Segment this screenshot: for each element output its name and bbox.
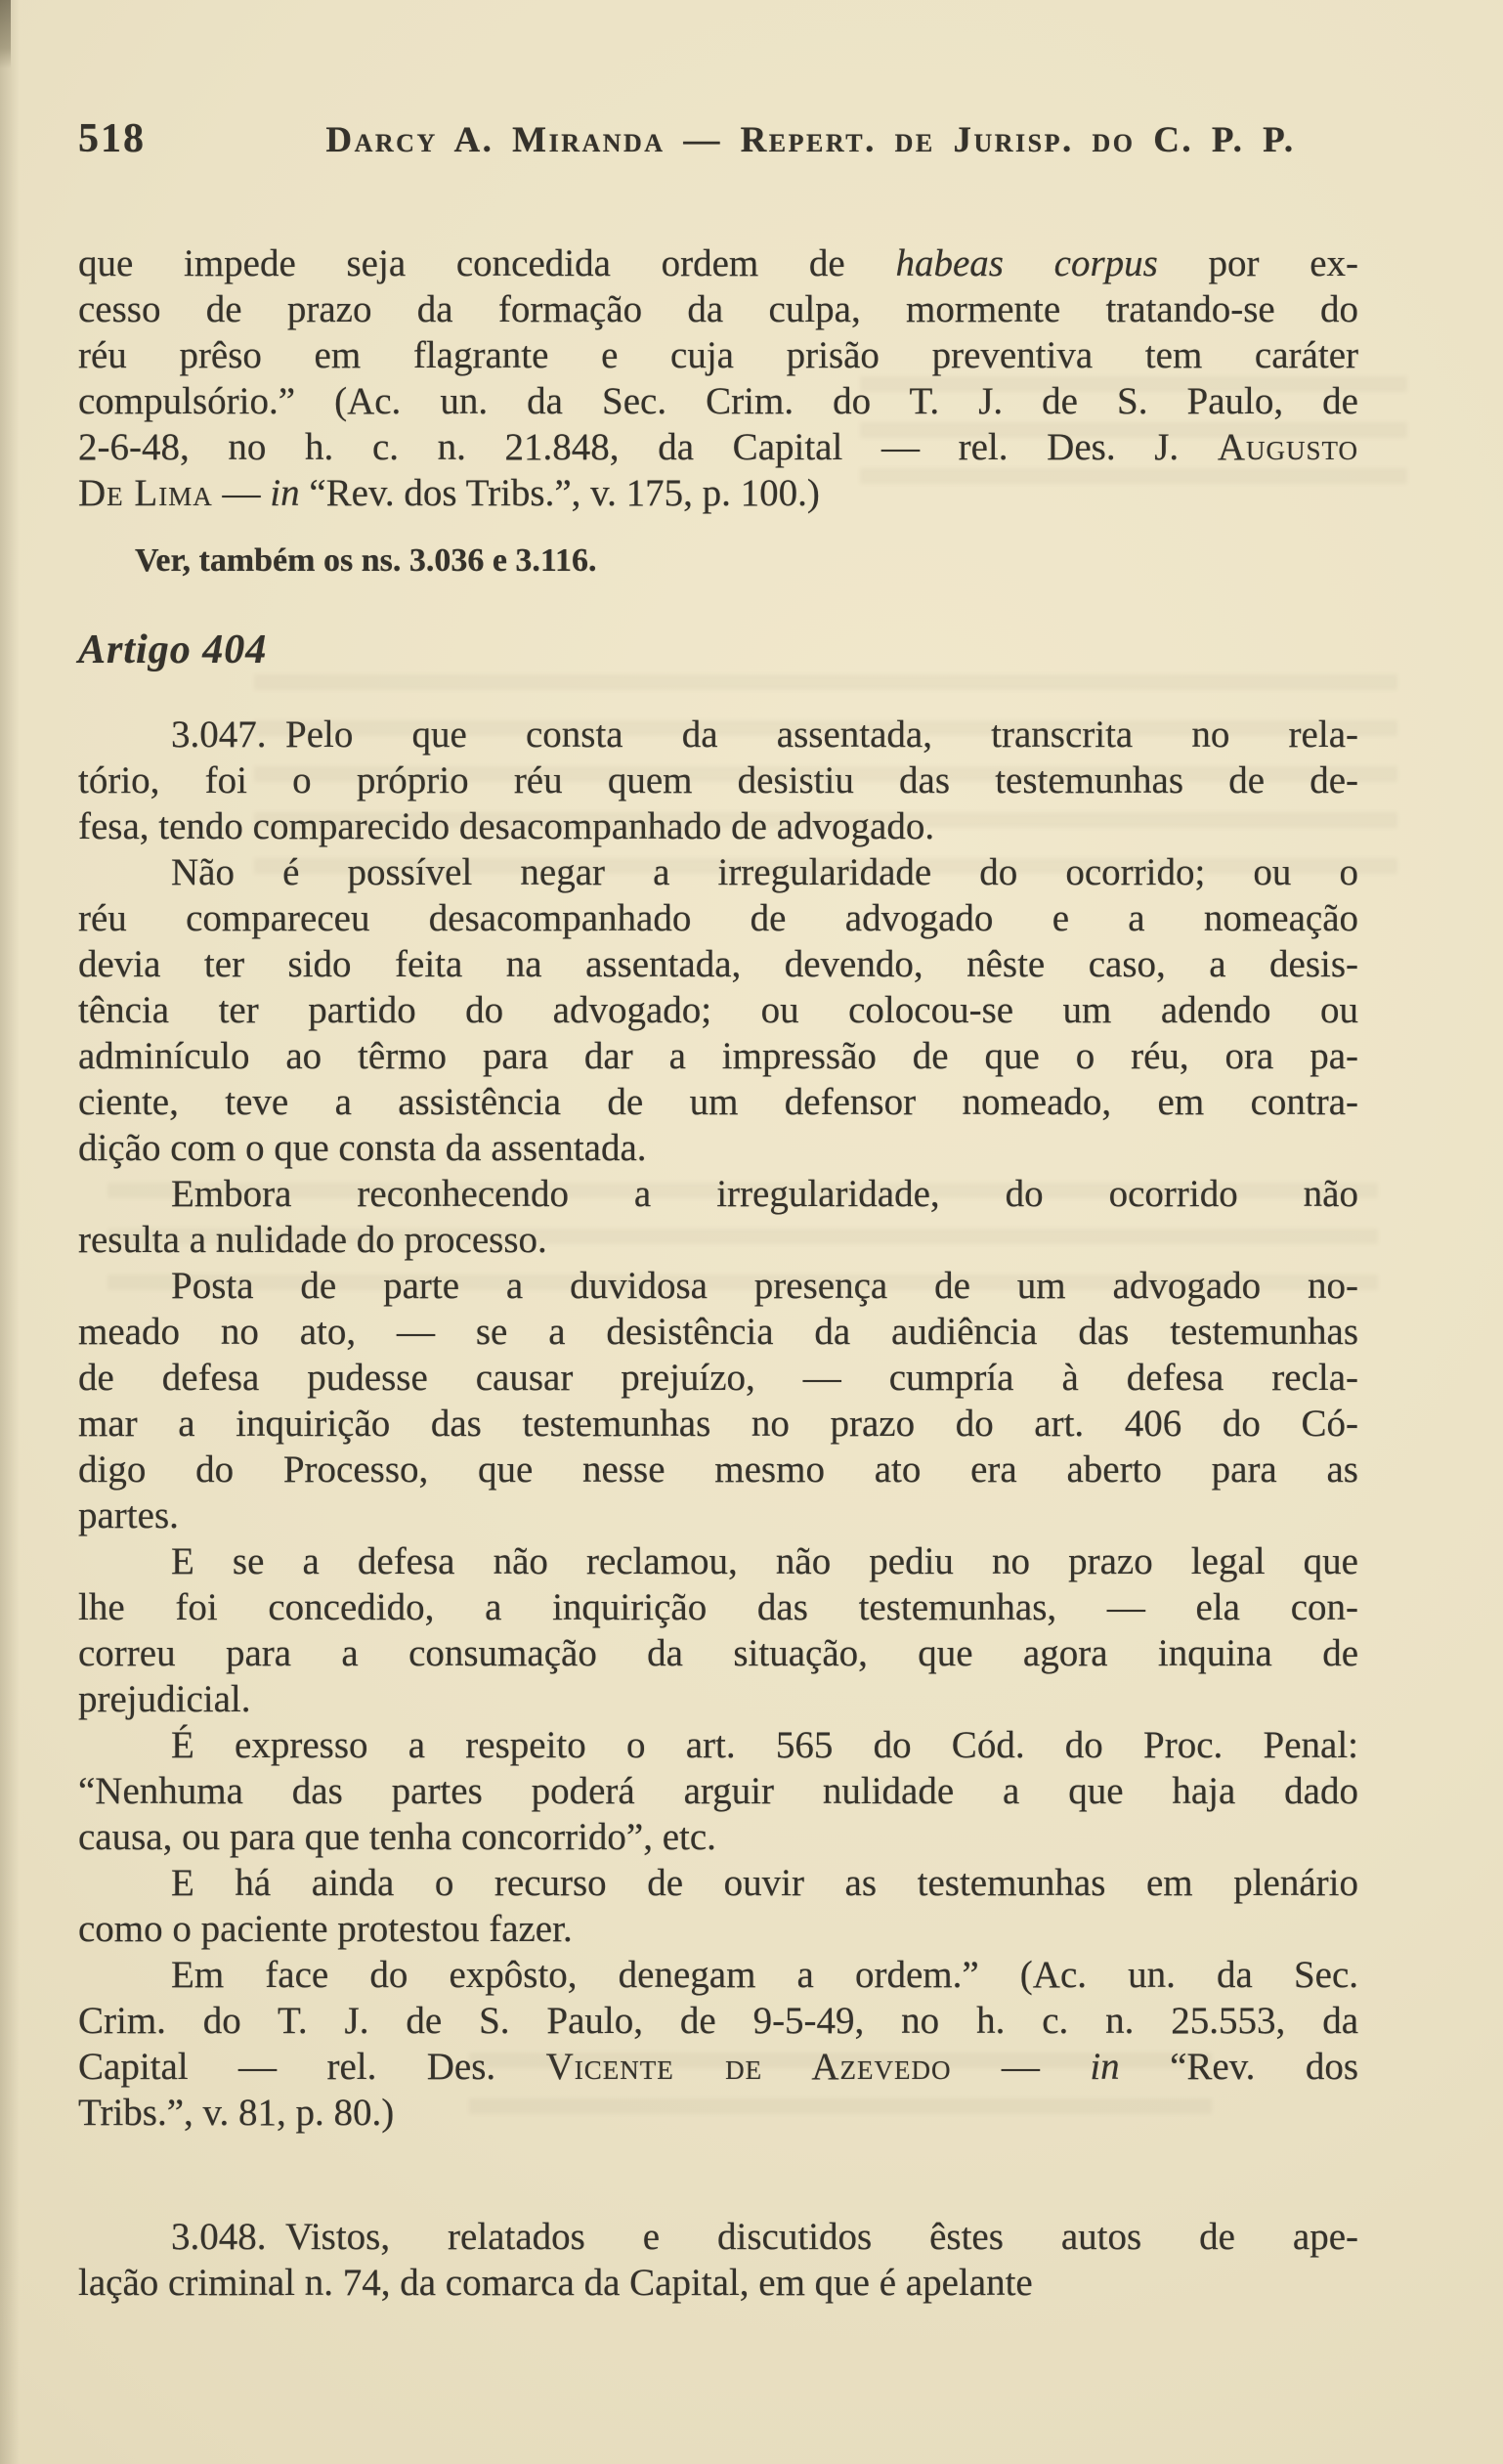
- text-line: 2-6-48, no h. c. n. 21.848, da Capital — rel. Des. J. Augusto: [78, 426, 1358, 468]
- small-caps-name: De Lima: [78, 472, 213, 514]
- running-header-title: Darcy A. Miranda — Repert. de Jurisp. do C. P. P.: [325, 120, 1296, 160]
- text-line: Posta de parte a duvidosa presença de um advogado no-: [171, 1265, 1358, 1307]
- paragraph: [78, 849, 1358, 1171]
- text-line: mar a inquirição das testemunhas no prazo do art. 406 do Có-: [78, 1403, 1358, 1445]
- paragraph: [78, 1171, 1358, 1263]
- text-line: “Nenhuma das partes poderá arguir nulidade a que haja dado: [78, 1770, 1358, 1812]
- text-line: 3.048. Vistos, relatados e discutidos êstes autos de ape-: [171, 2216, 1358, 2258]
- text-line: E há ainda o recurso de ouvir as testemunhas em plenário: [171, 1862, 1358, 1904]
- text-line: que impede seja concedida ordem de habeas corpus por ex-: [78, 242, 1358, 284]
- text-line: Não é possível negar a irregularidade do ocorrido; ou o: [171, 851, 1358, 893]
- text-line: compulsório.” (Ac. un. da Sec. Crim. do T. J. de S. Paulo, de: [78, 380, 1358, 422]
- text-line: Tribs.”, v. 81, p. 80.): [78, 2092, 395, 2134]
- text-line: É expresso a respeito o art. 565 do Cód. do Proc. Penal:: [171, 1724, 1358, 1766]
- italic-phrase: in: [270, 472, 300, 514]
- page-text: [78, 240, 1358, 2306]
- paragraph: [78, 1722, 1358, 1860]
- text-line: devia ter sido feita na assentada, devendo, nêste caso, a desis-: [78, 943, 1358, 985]
- paragraph: [78, 240, 1358, 516]
- text-line: como o paciente protestou fazer.: [78, 1908, 573, 1950]
- text-line: réu prêso em flagrante e cuja prisão preventiva tem caráter: [78, 334, 1358, 376]
- text-line: Embora reconhecendo a irregularidade, do ocorrido não: [171, 1173, 1358, 1215]
- text-line: cesso de prazo da formação da culpa, mormente tratando-se do: [78, 288, 1358, 330]
- text-line: correu para a consumação da situação, que agora inquina de: [78, 1632, 1358, 1674]
- italic-phrase: in: [1090, 2046, 1120, 2088]
- text-line: de defesa pudesse causar prejuízo, — cumpría à defesa recla-: [78, 1357, 1358, 1399]
- text-line: adminículo ao têrmo para dar a impressão de que o réu, ora pa-: [78, 1035, 1358, 1077]
- paragraph: [78, 1952, 1358, 2136]
- text-line: causa, ou para que tenha concorrido”, etc.: [78, 1816, 716, 1858]
- paragraph: [78, 2214, 1358, 2306]
- scan-edge-shadow: [0, 0, 11, 68]
- text-line: 3.047. Pelo que consta da assentada, transcrita no rela-: [171, 713, 1358, 756]
- text-line: digo do Processo, que nesse mesmo ato era aberto para as: [78, 1448, 1358, 1491]
- small-caps-name: Augusto: [1217, 426, 1358, 468]
- paragraph: [78, 1263, 1358, 1538]
- text-line: lação criminal n. 74, da comarca da Capital, em que é apelante: [78, 2262, 1033, 2304]
- text-line: fesa, tendo comparecido desacompanhado de advogado.: [78, 805, 935, 847]
- text-line: Crim. do T. J. de S. Paulo, de 9-5-49, no h. c. n. 25.553, da: [78, 2000, 1358, 2042]
- text-line: prejudicial.: [78, 1678, 251, 1720]
- text-line: Capital — rel. Des. Vicente de Azevedo — in “Rev. dos: [78, 2046, 1358, 2088]
- text-line: E se a defesa não reclamou, não pediu no prazo legal que: [171, 1540, 1358, 1582]
- text-line: tência ter partido do advogado; ou colocou-se um adendo ou: [78, 989, 1358, 1031]
- text-line: ciente, teve a assistência de um defensor nomeado, em contra-: [78, 1081, 1358, 1123]
- text-line: Em face do expôsto, denegam a ordem.” (Ac. un. da Sec.: [171, 1954, 1358, 1996]
- italic-phrase: habeas corpus: [895, 242, 1158, 284]
- page-number: 518: [78, 116, 146, 161]
- text-line: tório, foi o próprio réu quem desistiu das testemunhas de de-: [78, 759, 1358, 801]
- paragraph: [78, 712, 1358, 849]
- paragraph: [78, 1538, 1358, 1722]
- text-line: réu compareceu desacompanhado de advogado e a nomeação: [78, 897, 1358, 939]
- text-line: partes.: [78, 1494, 179, 1536]
- paragraph: [78, 1860, 1358, 1952]
- small-caps-name: Vicente de Azevedo: [545, 2046, 952, 2088]
- text-line: dição com o que consta da assentada.: [78, 1127, 647, 1169]
- text-line: lhe foi concedido, a inquirição das testemunhas, — ela con-: [78, 1586, 1358, 1628]
- running-header: [78, 115, 1358, 164]
- text-line: resulta a nulidade do processo.: [78, 1219, 547, 1261]
- text-line: De Lima — in “Rev. dos Tribs.”, v. 175, p. 100.): [78, 472, 820, 514]
- text-line: meado no ato, — se a desistência da audiência das testemunhas: [78, 1311, 1358, 1353]
- article-heading: Artigo 404: [78, 627, 268, 672]
- cross-reference-note: Ver, também os ns. 3.036 e 3.116.: [135, 542, 597, 579]
